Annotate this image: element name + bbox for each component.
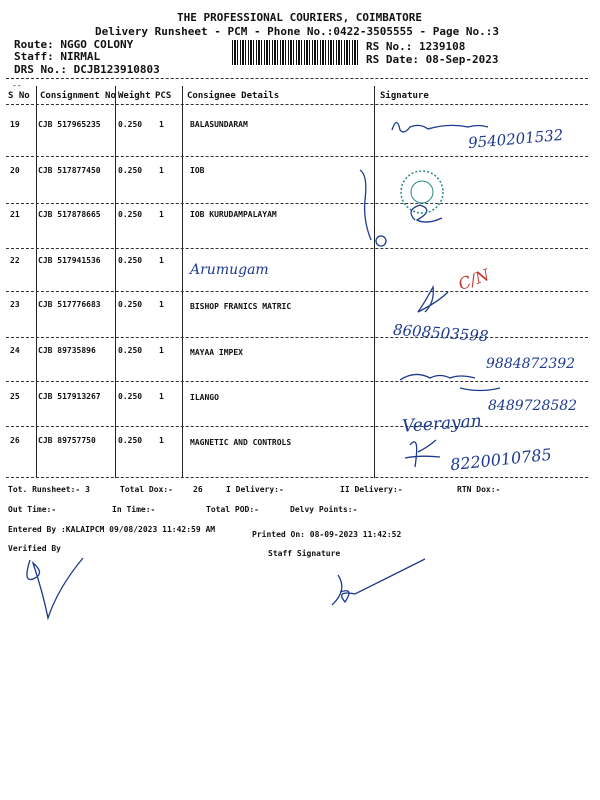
tot-runsheet: Tot. Runsheet:- 3 [8,485,90,494]
row-pcs: 1 [159,346,164,355]
verified-by: Verified By [8,544,61,553]
row-weight: 0.250 [118,120,143,129]
printed-on: Printed On: 08-09-2023 11:42:52 [252,530,402,539]
row-pcs: 1 [159,256,164,265]
row-consignment: CJB 517877450 [38,166,101,175]
handwritten-phone: 8608503598 [392,320,489,346]
marker: -- [12,81,22,90]
row-consignee: BALASUNDARAM [190,120,248,129]
row-consignee: ILANGO [190,393,219,402]
entered-by: Entered By :KALAIPCM 09/08/2023 11:42:59 AM [8,525,216,534]
row-weight: 0.250 [118,392,143,401]
row-consignment: CJB 517965235 [38,120,101,129]
rs-no-label: RS No.: 1239108 [366,40,466,53]
row-consignee: IOB KURUDAMPALAYAM [190,210,277,219]
row-consignment: CJB 517776683 [38,300,101,309]
company-title: THE PROFESSIONAL COURIERS, COIMBATORE [177,11,423,24]
route-label: Route: NGGO COLONY [14,38,134,51]
row-consignment: CJB 89757750 [38,436,96,445]
total-pod: Total POD:- [206,505,259,514]
row-weight: 0.250 [118,436,143,445]
rs-date-label: RS Date: 08-Sep-2023 [366,53,499,66]
stamp-icon [401,171,443,213]
row-sno: 21 [10,210,20,219]
row-pcs: 1 [159,120,164,129]
row-sno: 25 [10,392,20,401]
row-consignment: CJB 517941536 [38,256,101,265]
handwritten-note: C/N [455,265,492,294]
row-pcs: 1 [159,392,164,401]
col-signature: Signature [380,91,429,101]
row-pcs: 1 [159,300,164,309]
staff-label: Staff: NIRMAL [14,50,101,63]
row-consignee: MAYAA IMPEX [190,348,243,357]
handwritten-name: Arumugam [190,262,269,278]
drs-label: DRS No.: DCJB123910803 [14,63,160,76]
row-weight: 0.250 [118,300,143,309]
row-weight: 0.250 [118,166,143,175]
row-sno: 22 [10,256,20,265]
row-weight: 0.250 [118,346,143,355]
row-weight: 0.250 [118,210,143,219]
row-consignment: CJB 517878665 [38,210,101,219]
stamp-inner-icon [411,181,433,203]
row-sno: 19 [10,120,20,129]
handwritten-phone: 8220010785 [449,444,553,475]
row-sno: 23 [10,300,20,309]
rtn-dox: RTN Dox:- [457,485,501,494]
handwritten-phone: 9540201532 [467,125,565,153]
row-consignment: CJB 517913267 [38,392,101,401]
handwritten-phone: 8489728582 [488,398,578,414]
col-pcs: PCS [155,91,172,101]
runsheet-title: Delivery Runsheet - PCM - Phone No.:0422-3505555 - Page No.:3 [95,25,499,38]
i-delivery: I Delivery:- [226,485,284,494]
col-sno: S No [8,91,30,101]
delvy-points: Delvy Points:- [290,505,358,514]
total-dox-value: 26 [193,485,203,494]
row-pcs: 1 [159,436,164,445]
row-pcs: 1 [159,210,164,219]
row-consignee: BISHOP FRANICS MATRIC [190,302,292,311]
handwritten-name: Veerayan [401,411,483,437]
col-consignee: Consignee Details [187,91,280,101]
row-consignee: MAGNETIC AND CONTROLS [190,438,292,447]
row-sno: 26 [10,436,20,445]
row-sno: 20 [10,166,20,175]
row-consignment: CJB 89735896 [38,346,96,355]
ii-delivery: II Delivery:- [340,485,403,494]
row-weight: 0.250 [118,256,143,265]
total-dox-label: Total Dox:- [120,485,173,494]
row-pcs: 1 [159,166,164,175]
handwritten-phone: 9884872392 [486,356,576,372]
in-time: In Time:- [112,505,156,514]
staff-signature: Staff Signature [268,549,341,558]
row-consignee: IOB [190,166,205,175]
row-sno: 24 [10,346,20,355]
col-weight: Weight [118,91,151,101]
out-time: Out Time:- [8,505,57,514]
col-consignment: Consignment No [40,91,116,101]
